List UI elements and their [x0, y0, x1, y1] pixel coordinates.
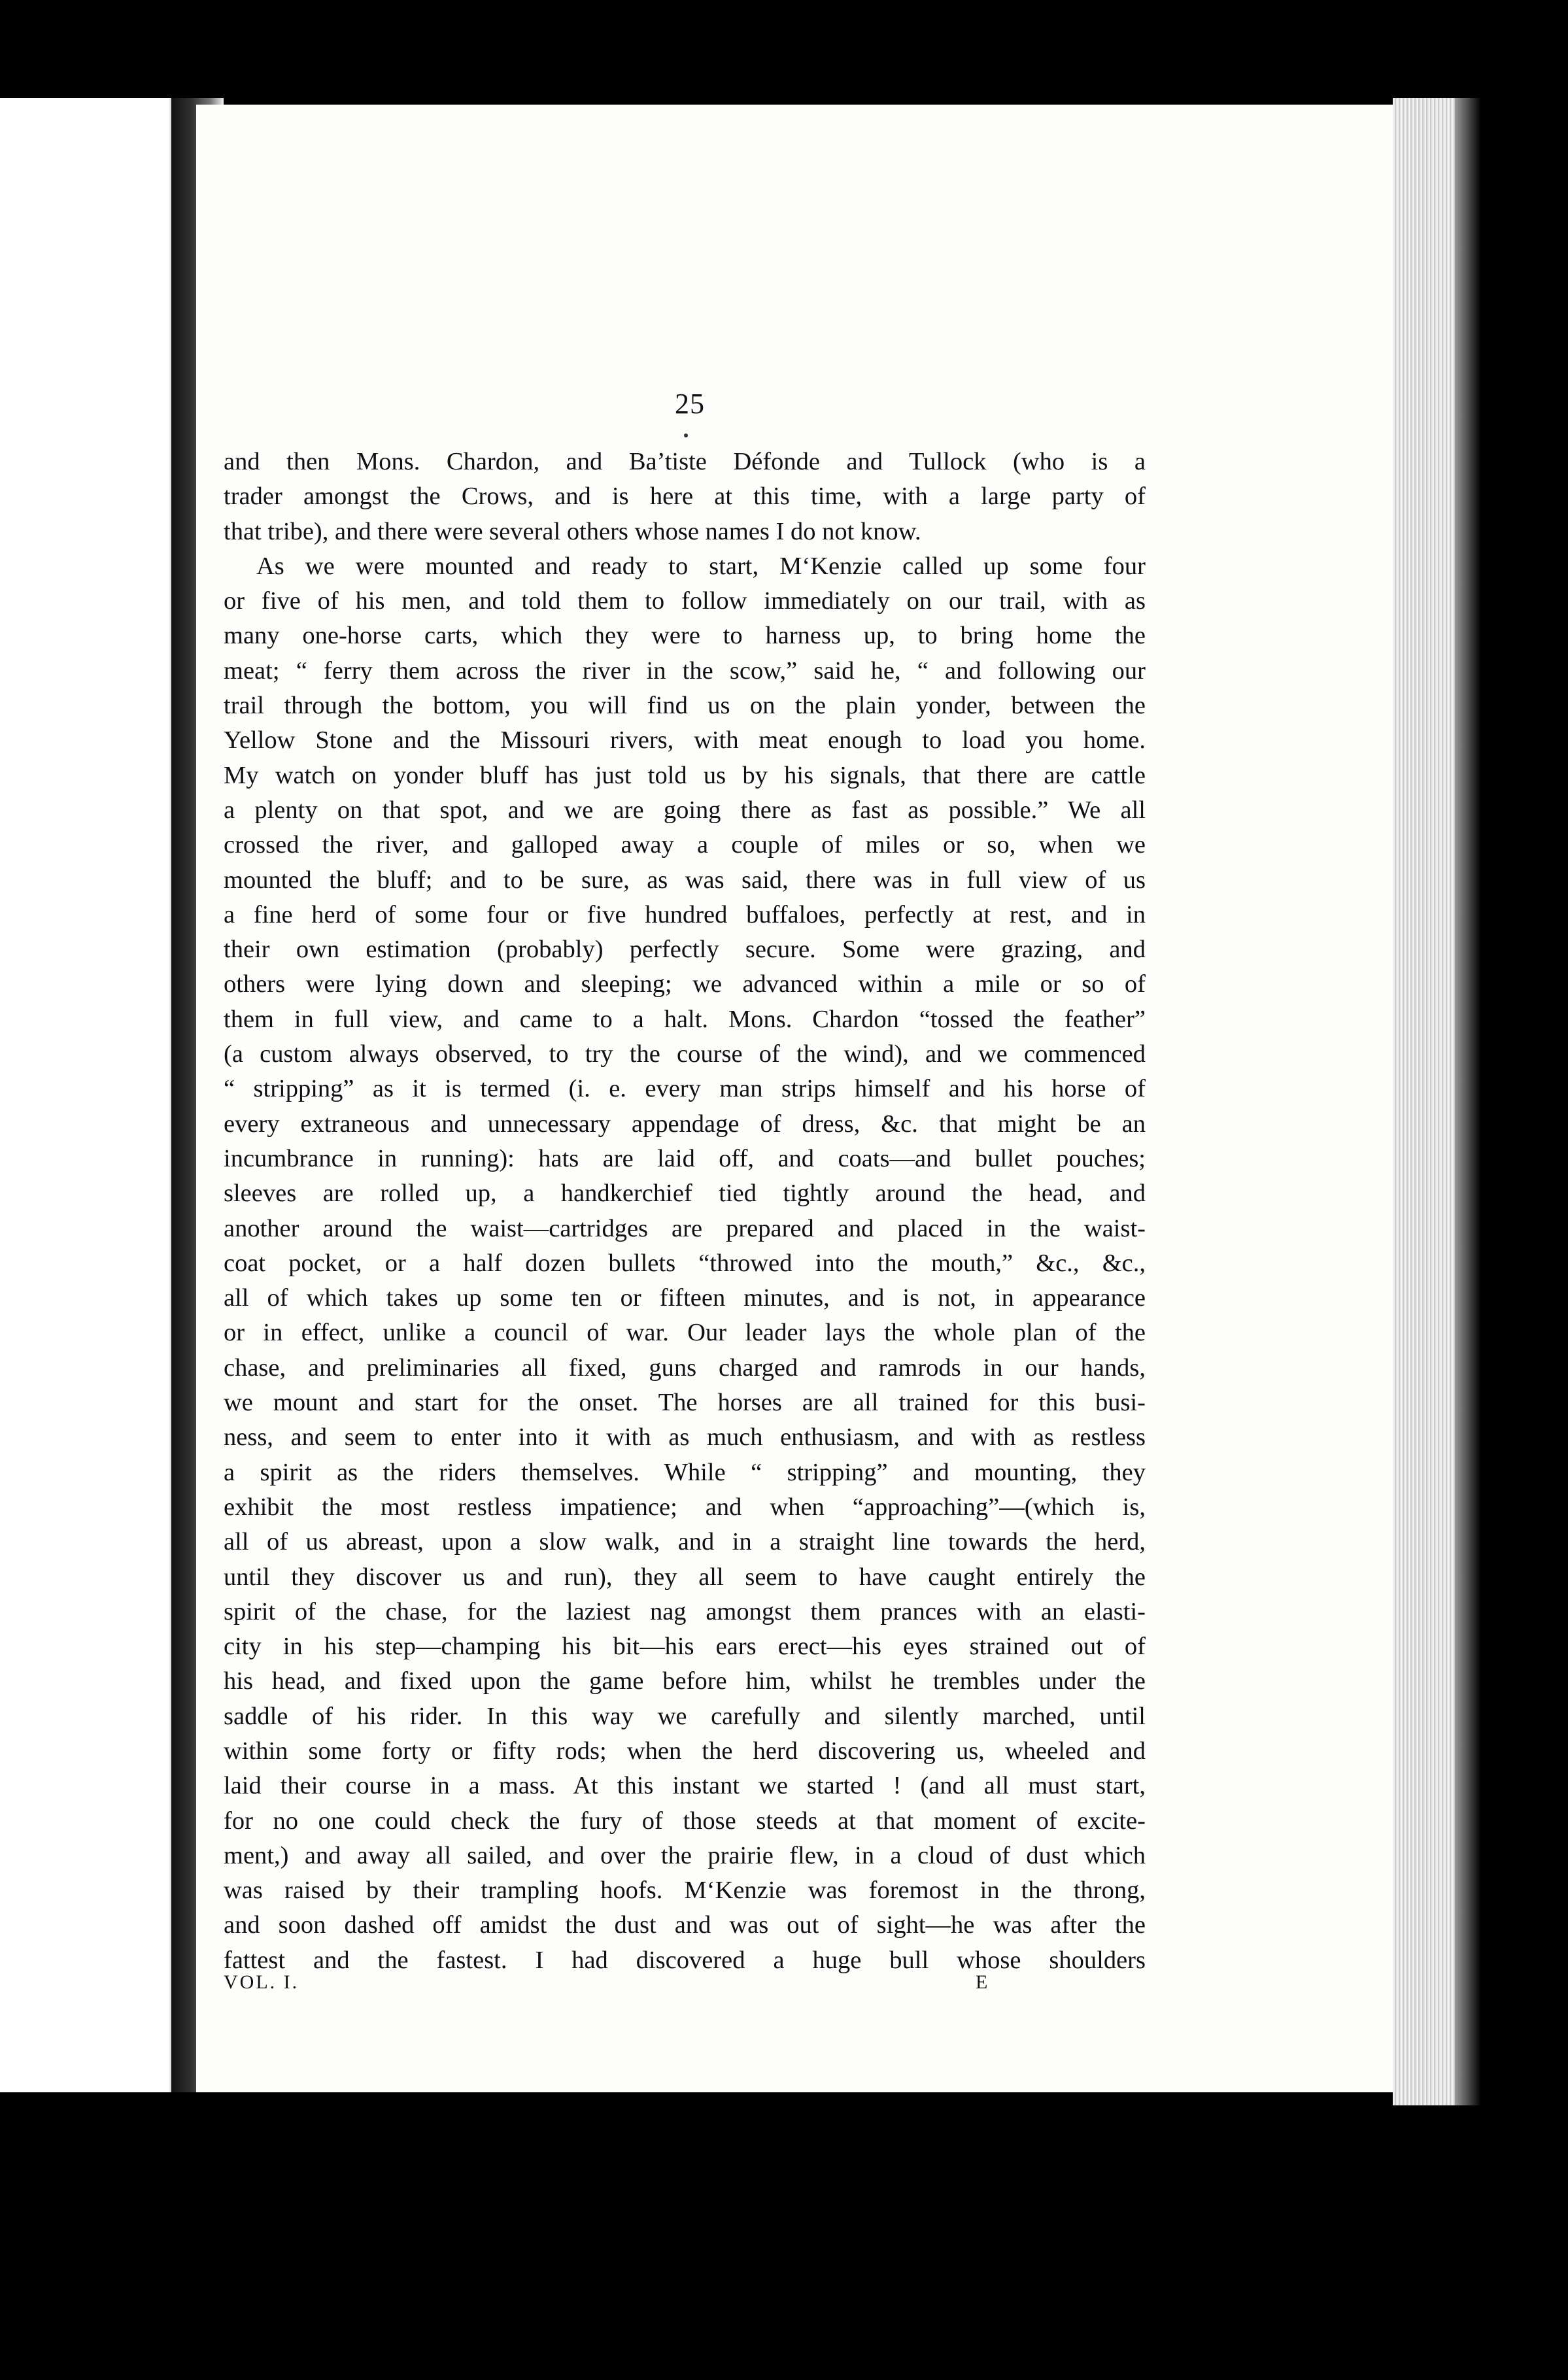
text-line: exhibit the most restless impatience; and when “approaching”—(which is,	[224, 1493, 1146, 1521]
text-line: his head, and fixed upon the game before him, whilst he trembles under the	[224, 1667, 1146, 1695]
text-line: many one-horse carts, which they were to harness up, to bring home the	[224, 622, 1146, 650]
text-line: (a custom always observed, to try the course of the wind), and we commenced	[224, 1040, 1146, 1068]
text-line: that tribe), and there were several others whose names I do not know.	[224, 517, 921, 545]
text-line: city in his step—champing his bit—his ears erect—his eyes strained out of	[224, 1633, 1146, 1661]
text-line: chase, and preliminaries all fixed, guns charged and ramrods in our hands,	[224, 1353, 1146, 1382]
text-line: or five of his men, and told them to follow immediately on our trail, with as	[224, 587, 1146, 615]
text-line: Yellow Stone and the Missouri rivers, with meat enough to load you home.	[224, 726, 1146, 755]
text-line: trader amongst the Crows, and is here at this time, with a large party of	[224, 483, 1146, 511]
text-line: “ stripping” as it is termed (i. e. every man strips himself and his horse of	[224, 1075, 1146, 1103]
text-line: or in effect, unlike a council of war. Our leader lays the whole plan of the	[224, 1319, 1146, 1347]
text-line: and soon dashed off amidst the dust and was out of sight—he was after the	[224, 1911, 1146, 1939]
text-line: a fine herd of some four or five hundred buffaloes, perfectly at rest, and in	[224, 900, 1146, 928]
text-line: trail through the bottom, you will find us on the plain yonder, between the	[224, 692, 1146, 720]
text-line: within some forty or fifty rods; when the herd discovering us, wheeled and	[224, 1737, 1146, 1765]
text-line: spirit of the chase, for the laziest nag amongst them prances with an elasti-	[224, 1597, 1146, 1625]
text-line: My watch on yonder bluff has just told us by his signals, that there are cattle	[224, 761, 1146, 789]
text-line: a spirit as the riders themselves. While “ stripping” and mounting, they	[224, 1458, 1146, 1486]
signature-mark: E	[976, 1971, 988, 1993]
text-line: laid their course in a mass. At this instant we started ! (and all must start,	[224, 1772, 1146, 1800]
text-line: every extraneous and unnecessary appendage of dress, &c. that might be an	[224, 1110, 1146, 1138]
text-line: ment,) and away all sailed, and over the prairie flew, in a cloud of dust which	[224, 1841, 1146, 1869]
text-line: crossed the river, and galloped away a couple of miles or so, when we	[224, 831, 1146, 859]
text-line: until they discover us and run), they all seem to have caught entirely the	[224, 1563, 1146, 1591]
text-line: ness, and seem to enter into it with as much enthusiasm, and with as restless	[224, 1423, 1146, 1452]
text-line: sleeves are rolled up, a handkerchief tied tightly around the head, and	[224, 1180, 1146, 1208]
page-stack-edges	[1393, 98, 1458, 2105]
page-stack-shadow	[1455, 98, 1481, 2105]
text-line: coat pocket, or a half dozen bullets “throwed into the mouth,” &c., &c.,	[224, 1249, 1146, 1277]
text-line: saddle of his rider. In this way we carefully and silently marched, until	[224, 1702, 1146, 1730]
text-line: mounted the bluff; and to be sure, as was said, there was in full view of us	[224, 866, 1146, 894]
text-line: and then Mons. Chardon, and Ba’tiste Défonde and Tullock (who is a	[224, 448, 1146, 475]
text-line: others were lying down and sleeping; we advanced within a mile or so of	[224, 970, 1146, 998]
volume-label: VOL. I.	[224, 1971, 299, 1993]
page-footer	[224, 1971, 1015, 2004]
text-line: a plenty on that spot, and we are going there as fast as possible.” We all	[224, 796, 1146, 824]
text-line: As we were mounted and ready to start, M‘Kenzie called up some four	[256, 552, 1146, 580]
text-line: all of which takes up some ten or fifteen minutes, and is not, in appearance	[224, 1284, 1146, 1312]
text-line: another around the waist—cartridges are prepared and placed in the waist-	[224, 1214, 1146, 1242]
page-number-dot	[684, 434, 688, 437]
left-page-edge	[0, 98, 196, 2092]
text-line: was raised by their trampling hoofs. M‘Kenzie was foremost in the throng,	[224, 1877, 1146, 1905]
text-line: for no one could check the fury of those steeds at that moment of excite-	[224, 1807, 1146, 1835]
text-line: incumbrance in running): hats are laid off, and coats—and bullet pouches;	[224, 1144, 1146, 1172]
body-text	[224, 445, 1146, 1978]
text-line: all of us abreast, upon a slow walk, and in a straight line towards the herd,	[224, 1528, 1146, 1556]
text-line: meat; “ ferry them across the river in the scow,” said he, “ and following our	[224, 656, 1146, 685]
text-line: them in full view, and came to a halt. Mons. Chardon “tossed the feather”	[224, 1005, 1146, 1033]
text-line: their own estimation (probably) perfectly secure. Some were grazing, and	[224, 936, 1146, 964]
text-line: we mount and start for the onset. The horses are all trained for this busi-	[224, 1389, 1146, 1417]
text-line: fattest and the fastest. I had discovered a huge bull whose shoulders	[224, 1946, 1146, 1974]
page-number: 25	[675, 388, 705, 420]
